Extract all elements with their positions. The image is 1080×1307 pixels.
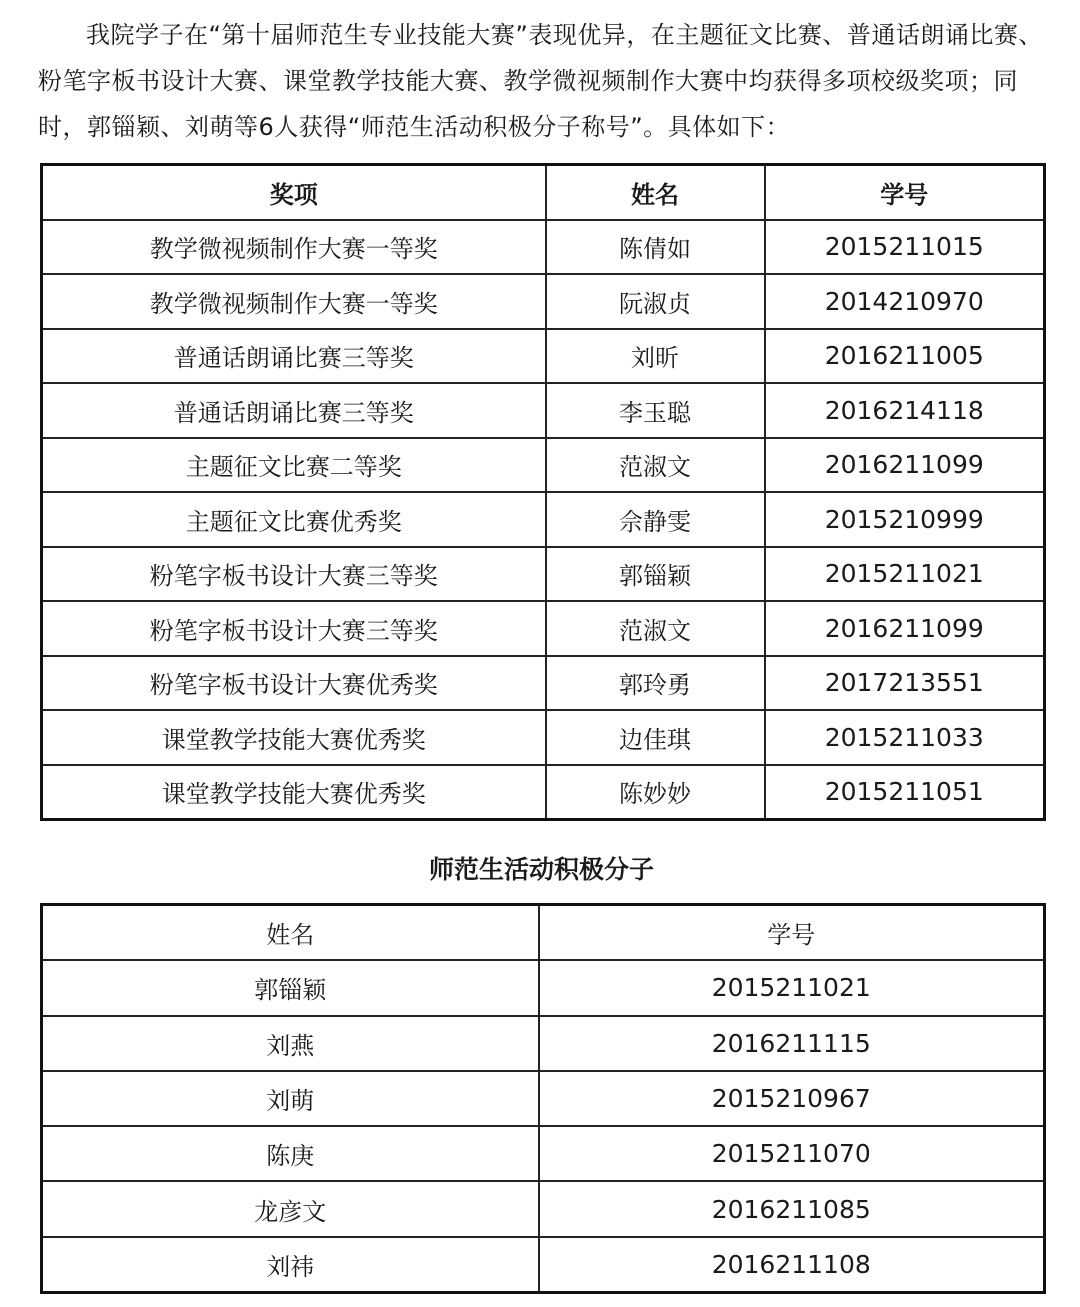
table-row [42,274,1045,329]
award-cell: 教学微视频制作大赛一等奖 [42,274,546,329]
student-id-cell: 2016211099 [765,438,1045,493]
column-header-student-id: 学号 [765,165,1045,220]
name-cell: 龙彦文 [42,1181,539,1236]
student-id-cell: 2015211051 [765,765,1045,820]
name-cell: 郭锱颖 [42,960,539,1015]
table-row [42,1071,1045,1126]
table-row [42,656,1045,711]
table-row [42,765,1045,820]
name-cell: 陈倩如 [546,220,765,275]
name-cell: 范淑文 [546,601,765,656]
student-id-cell: 2015211021 [765,547,1045,602]
active-header-row [42,905,1045,961]
name-cell: 刘燕 [42,1016,539,1071]
award-cell: 粉笔字板书设计大赛三等奖 [42,601,546,656]
name-cell: 陈妙妙 [546,765,765,820]
student-id-cell: 2015211070 [539,1126,1045,1181]
table-row [42,1126,1045,1181]
table-row [42,601,1045,656]
name-cell: 佘静雯 [546,492,765,547]
column-header-name: 姓名 [546,165,765,220]
name-cell: 李玉聪 [546,383,765,438]
name-cell: 刘昕 [546,329,765,384]
table-row [42,1016,1045,1071]
column-header-name: 姓名 [42,905,539,961]
intro-paragraph: 我院学子在“第十届师范生专业技能大赛”表现优异，在主题征文比赛、普通话朗诵比赛、粉笔字板书设计大赛、课堂教学技能大赛、教学微视频制作大赛中均获得多项校级奖项；同时，郭锱颖、刘萌等6人获得“师范生活动积极分子称号”。具体如下： [38,21,1043,141]
table-row [42,220,1045,275]
student-id-cell: 2015211033 [765,710,1045,765]
active-members-table [40,903,1046,1294]
name-cell: 边佳琪 [546,710,765,765]
table-row [42,492,1045,547]
student-id-cell: 2016211115 [539,1016,1045,1071]
award-cell: 粉笔字板书设计大赛优秀奖 [42,656,546,711]
student-id-cell: 2015211021 [539,960,1045,1015]
name-cell: 刘萌 [42,1071,539,1126]
table-row [42,383,1045,438]
name-cell: 刘祎 [42,1237,539,1293]
table-row [42,1181,1045,1236]
award-cell: 课堂教学技能大赛优秀奖 [42,765,546,820]
award-cell: 普通话朗诵比赛三等奖 [42,383,546,438]
student-id-cell: 2016211108 [539,1237,1045,1293]
student-id-cell: 2016211085 [539,1181,1045,1236]
award-cell: 教学微视频制作大赛一等奖 [42,220,546,275]
name-cell: 阮淑贞 [546,274,765,329]
student-id-cell: 2016211099 [765,601,1045,656]
awards-header-row [42,165,1045,220]
student-id-cell: 2016211005 [765,329,1045,384]
student-id-cell: 2015210999 [765,492,1045,547]
column-header-student-id: 学号 [539,905,1045,961]
award-cell: 主题征文比赛二等奖 [42,438,546,493]
awards-table [40,163,1046,821]
award-cell: 课堂教学技能大赛优秀奖 [42,710,546,765]
table-row [42,329,1045,384]
student-id-cell: 2016214118 [765,383,1045,438]
student-id-cell: 2015210967 [539,1071,1045,1126]
table-row [42,438,1045,493]
name-cell: 范淑文 [546,438,765,493]
award-cell: 主题征文比赛优秀奖 [42,492,546,547]
name-cell: 郭锱颖 [546,547,765,602]
table-row [42,960,1045,1015]
table-row [42,547,1045,602]
student-id-cell: 2015211015 [765,220,1045,275]
table-row [42,1237,1045,1293]
active-section-title: 师范生活动积极分子 [428,855,654,884]
table-row [42,710,1045,765]
column-header-award: 奖项 [42,165,546,220]
student-id-cell: 2014210970 [765,274,1045,329]
name-cell: 郭玲勇 [546,656,765,711]
name-cell: 陈庚 [42,1126,539,1181]
student-id-cell: 2017213551 [765,656,1045,711]
award-cell: 普通话朗诵比赛三等奖 [42,329,546,384]
award-cell: 粉笔字板书设计大赛三等奖 [42,547,546,602]
